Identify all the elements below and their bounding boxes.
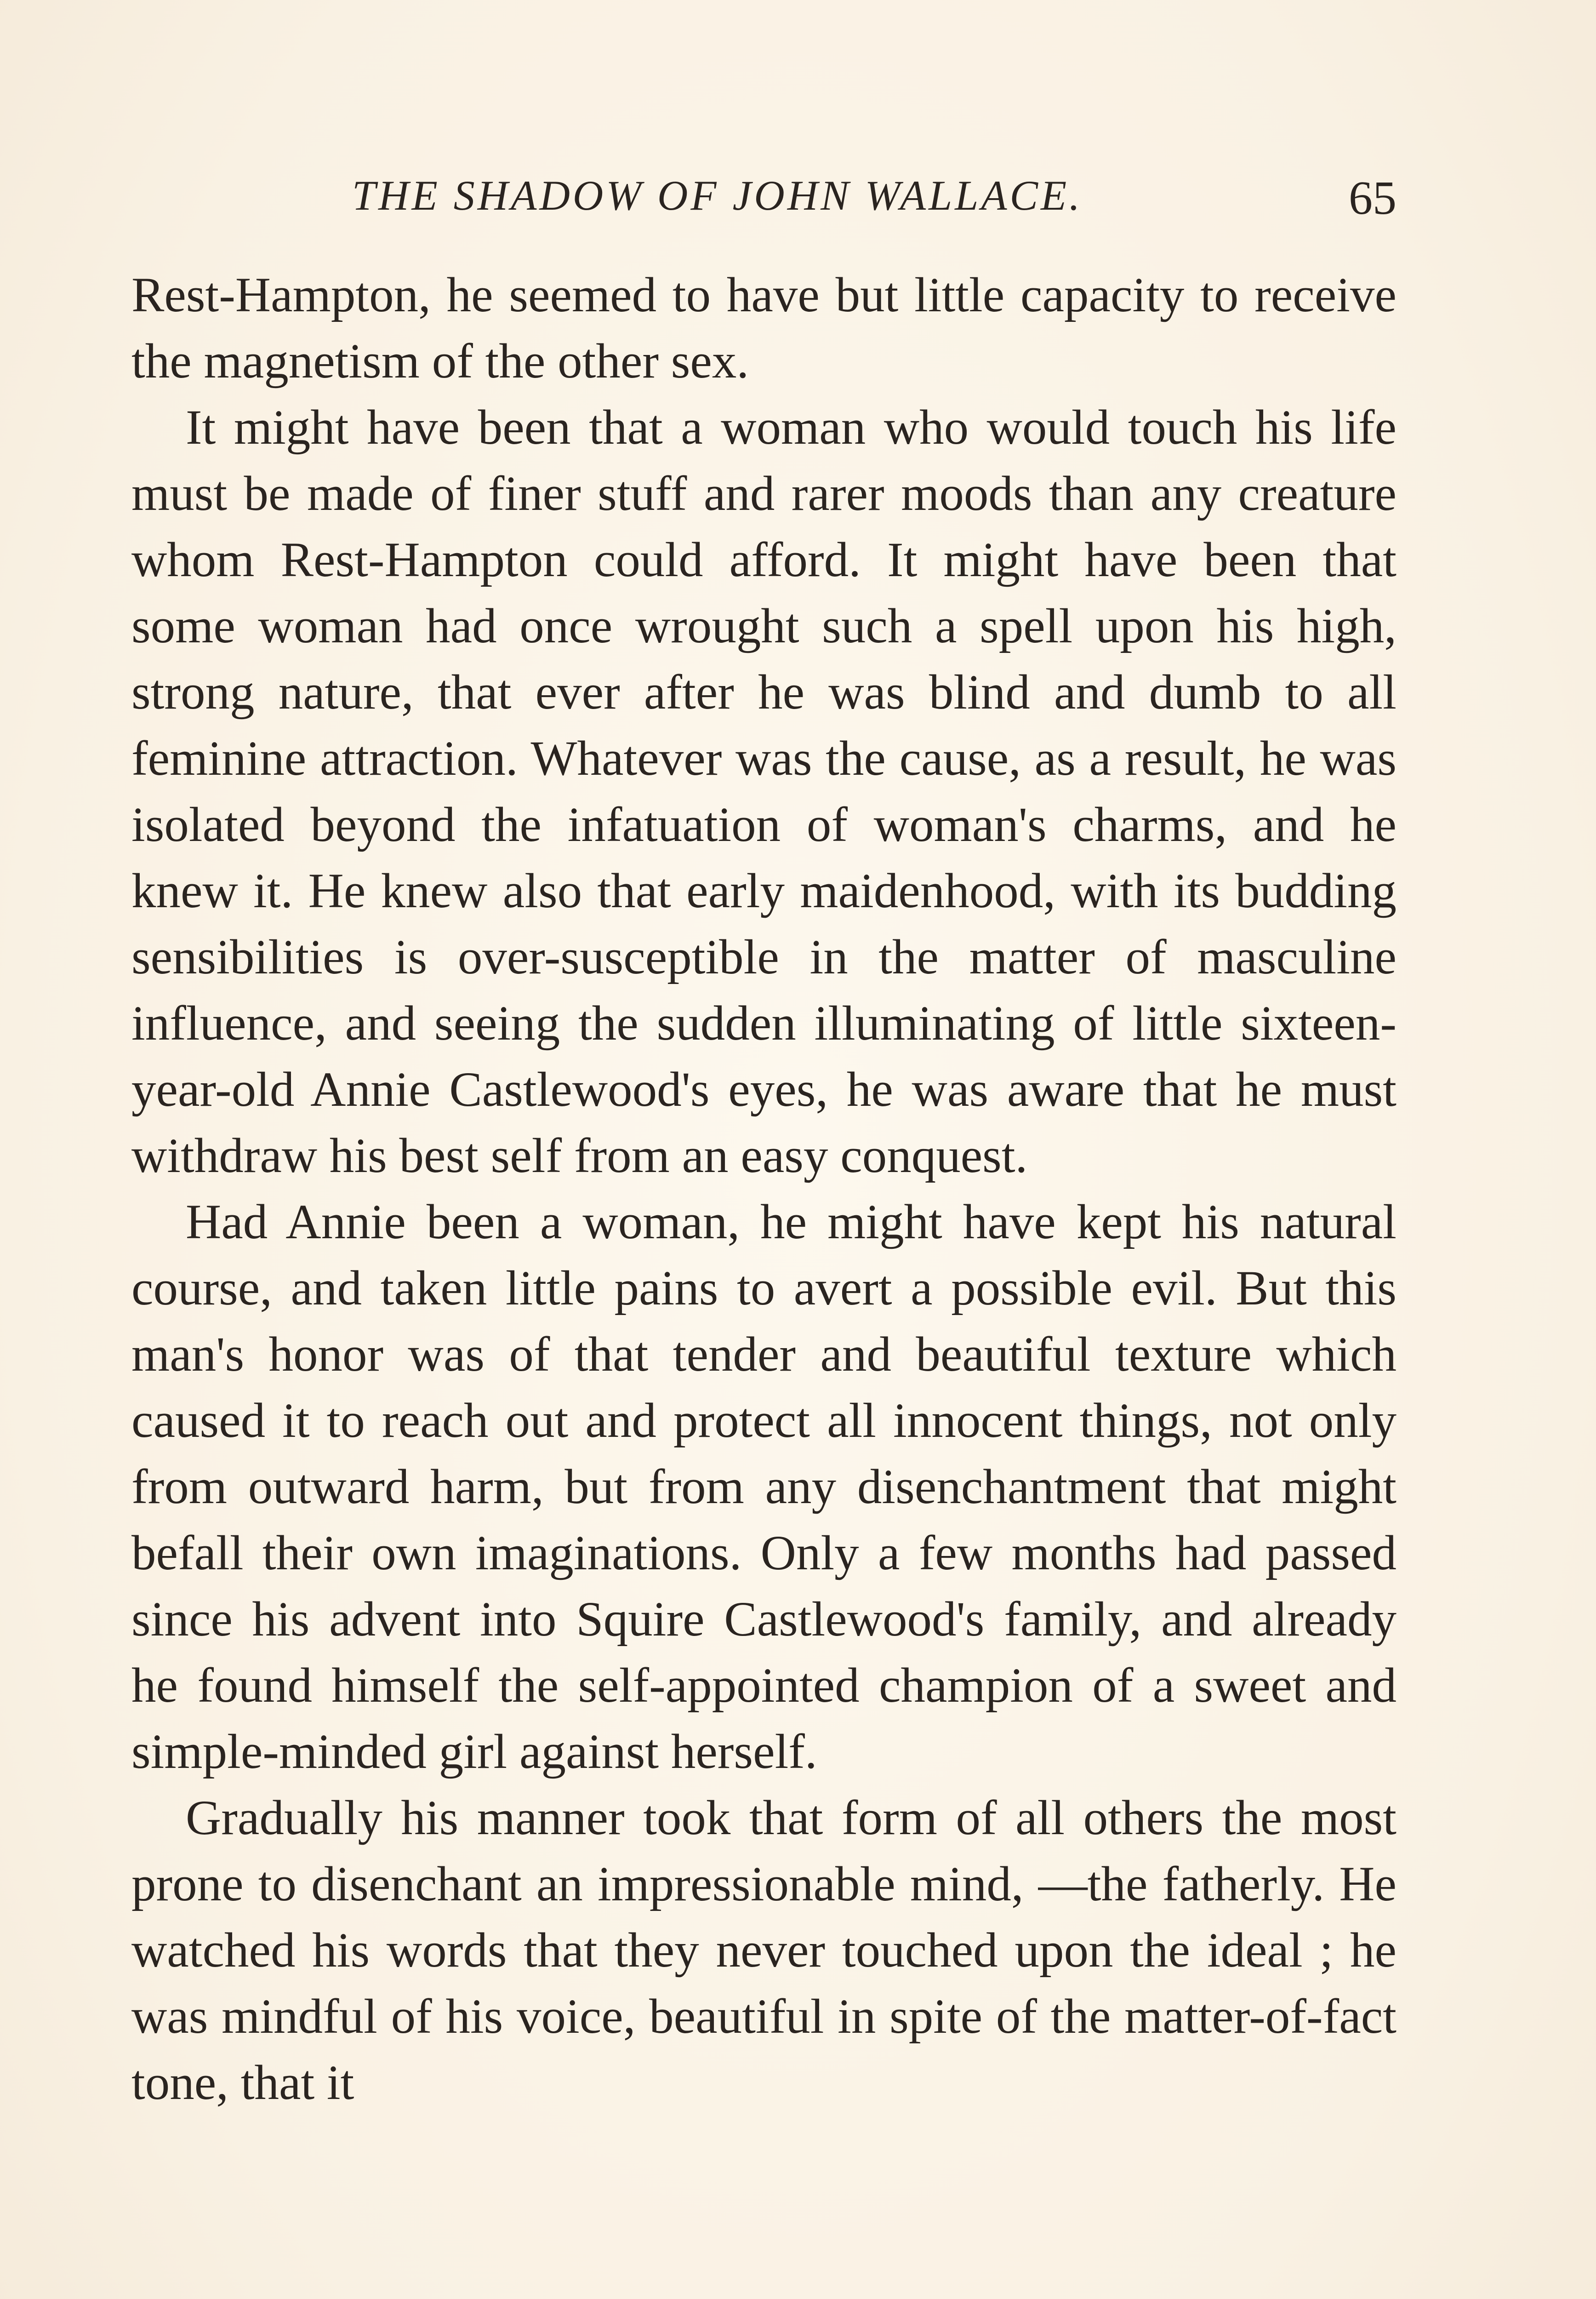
paragraph-continued: Rest-Hampton, he seemed to have but little capacity to receive the magnetism of the other sex.: [131, 268, 1396, 389]
running-head: [131, 166, 1396, 225]
paragraph: It might have been that a woman who would touch his life must be made of finer stuff and rarer moods than any creature whom Rest-Hampton could afford. It might have been that some woman had once wrought such a spell upon his high, strong nature, that ever after he was blind and dumb to all feminine attraction. Whatever was the cause, as a result, he was isolated beyond the infatuation of woman's charms, and he knew it. He knew also that early maidenhood, with its budding sensibilities is over-susceptible in the matter of masculine influence, and seeing the sudden illuminating of little sixteen-year-old Annie Castlewood's eyes, he was aware that he must withdraw his best self from an easy conquest.: [131, 400, 1396, 1183]
paragraph: Had Annie been a woman, he might have kept his natural course, and taken little pains to avert a possible evil. But this man's honor was of that tender and beautiful texture which caused it to reach out and protect all innocent things, not only from outward harm, but from any disenchantment that might befall their own imaginations. Only a few months had passed since his advent into Squire Castlewood's family, and already he found himself the self-appointed champion of a sweet and simple-minded girl against herself.: [131, 1195, 1396, 1779]
body-text: [131, 262, 1396, 2116]
page-number: 65: [1349, 172, 1396, 224]
running-title: THE SHADOW OF JOHN WALLACE.: [352, 172, 1083, 219]
paragraph: Gradually his manner took that form of all others the most prone to disenchant an impressionable mind, —the fatherly. He watched his words that they never touched upon the ideal ; he was mindful of his voice, beautiful in spite of the matter-of-fact tone, that it: [131, 1791, 1396, 2110]
